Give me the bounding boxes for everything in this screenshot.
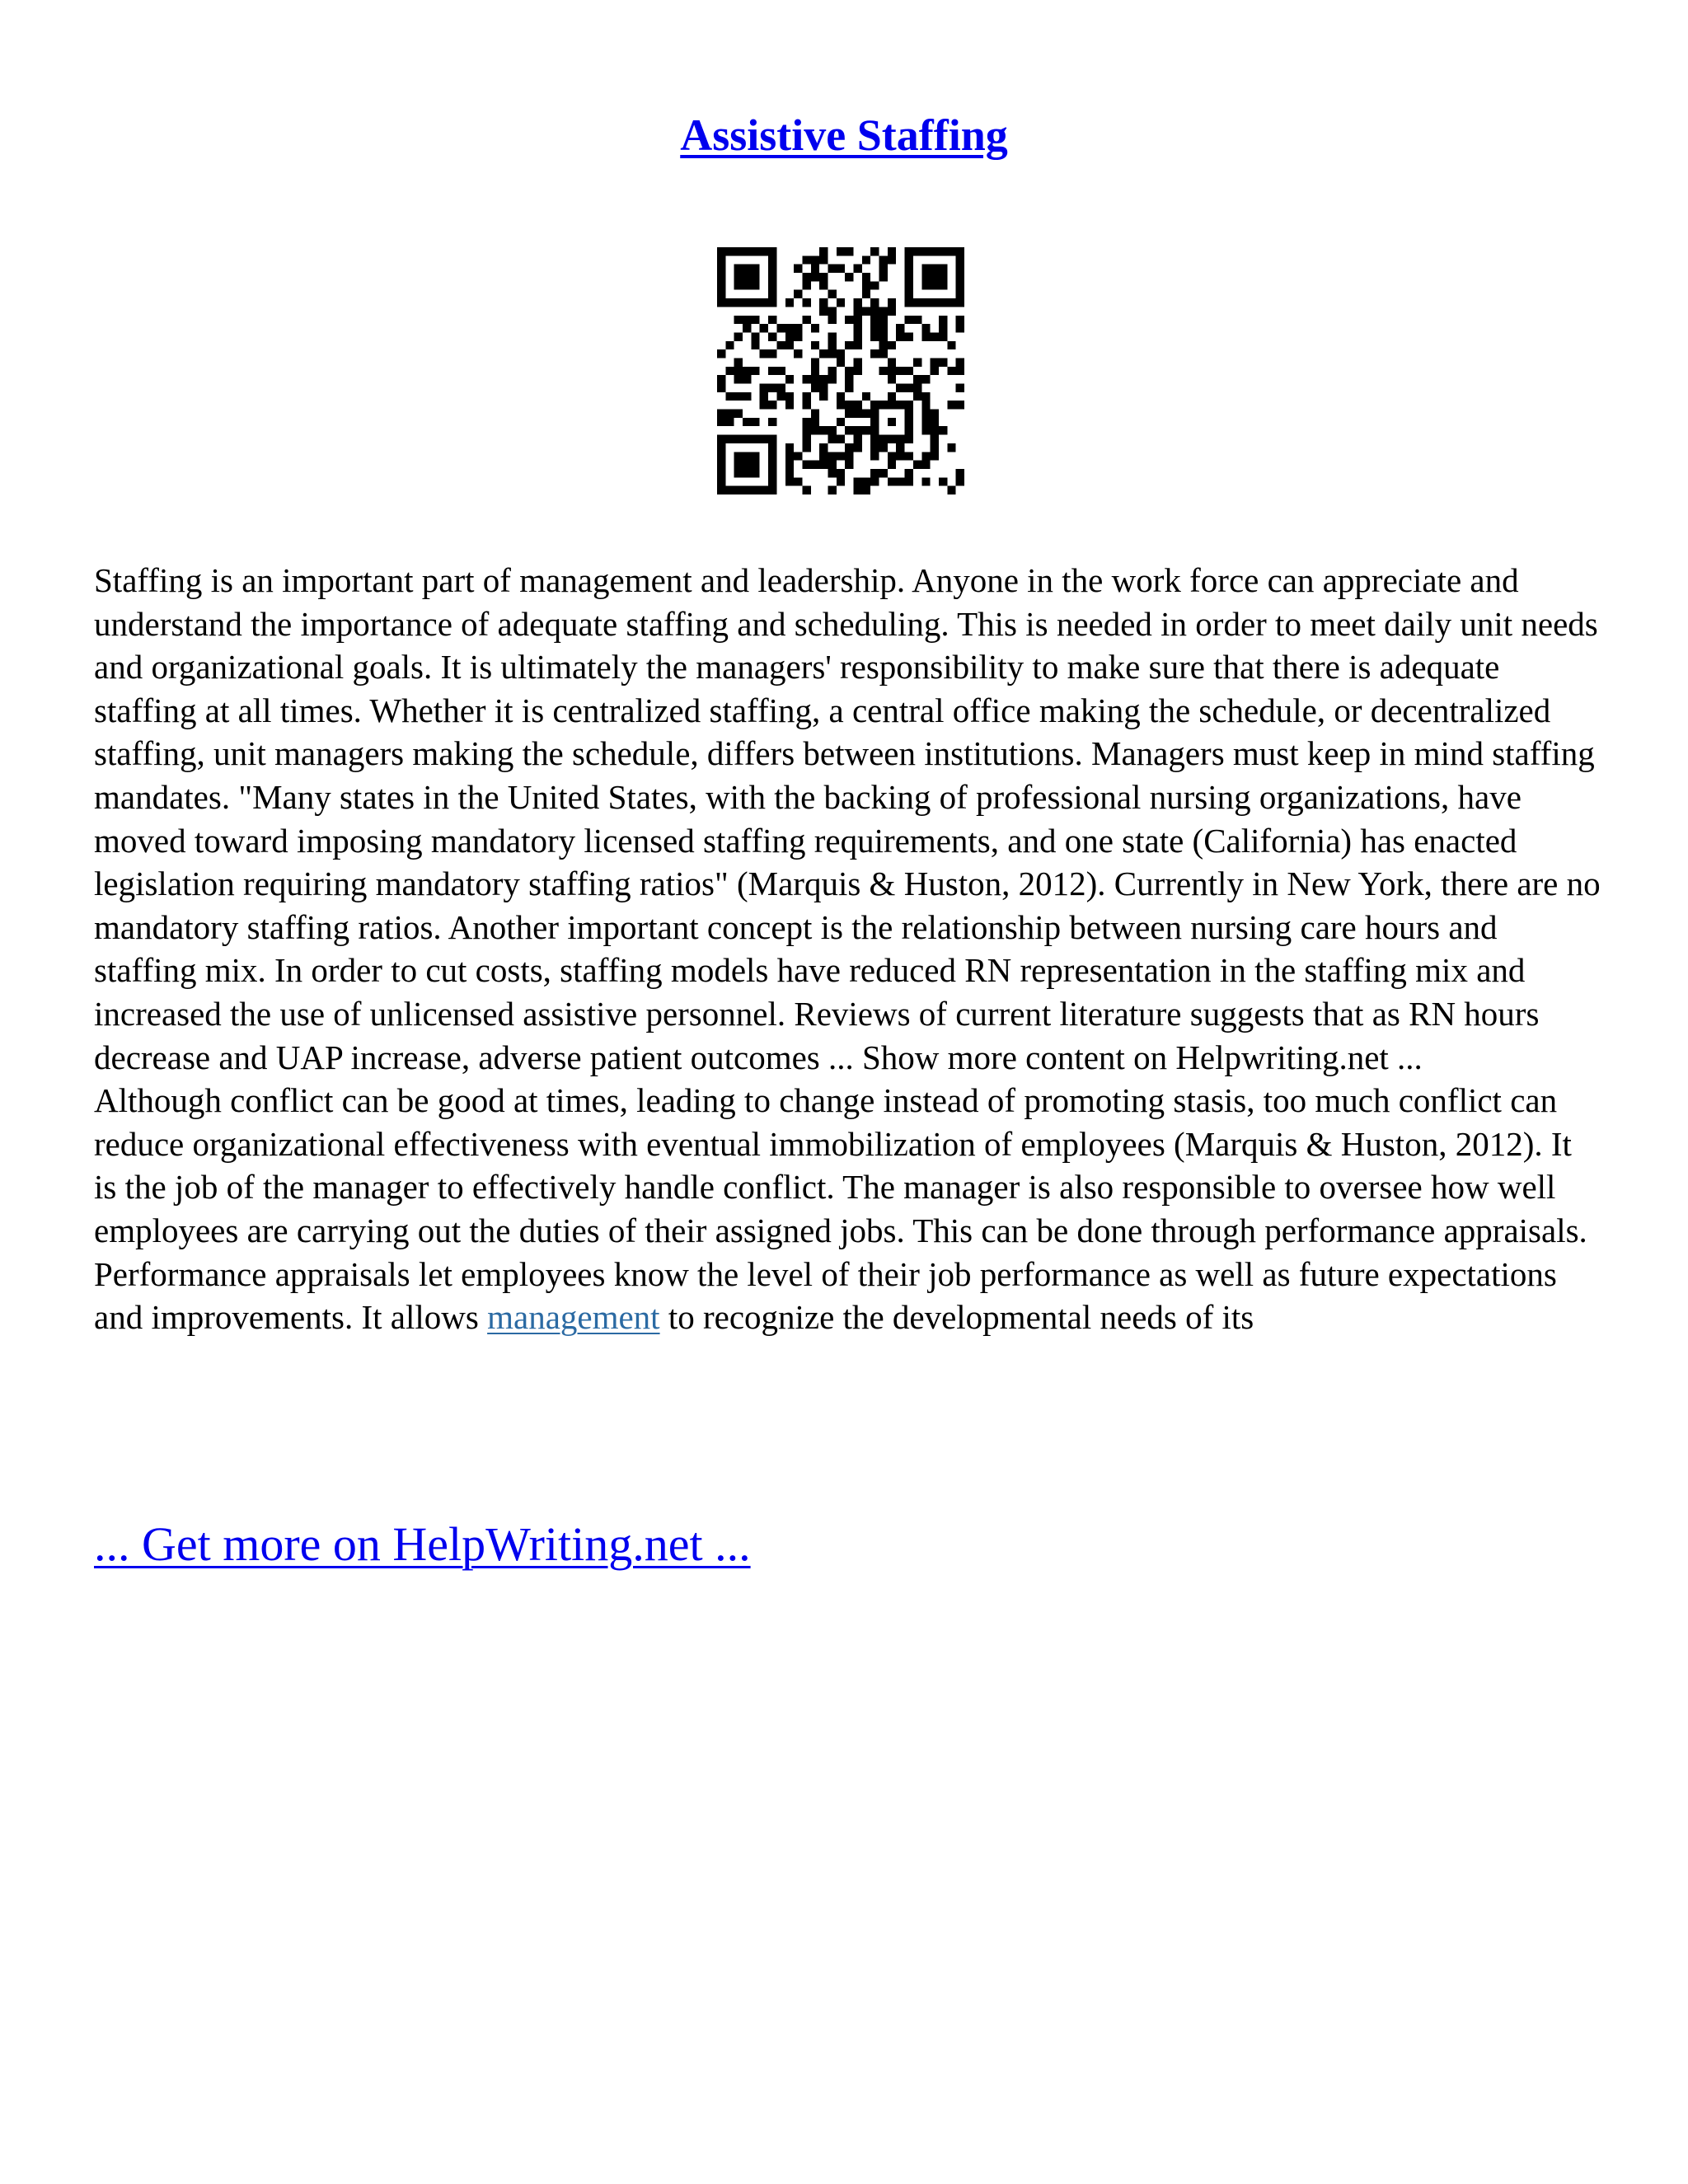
paragraph-conflict — [94, 1079, 1602, 1339]
page-title — [0, 109, 1688, 162]
paragraph-text-after-link: to recognize the developmental needs of its — [659, 1298, 1254, 1337]
paragraph-staffing: Staffing is an important part of management and leadership. Anyone in the work force can appreciate and understand the importance of adequate staffing and scheduling. This is needed in order to meet daily unit needs and organizational goals. It is ultimately the managers' responsibility to make sure that there is adequate staffing at all times. Whether it is centralized staffing, a central office making the schedule, or decentralized staffing, unit managers making the schedule, differs between institutions. Managers must keep in mind staffing mandates. "Many states in the United States, with the backing of professional nursing organizations, have moved toward imposing mandatory licensed staffing requirements, and one state (California) has enacted legislation requiring mandatory staffing ratios" (Marquis & Huston, 2012). Currently in New York, there are no mandatory staffing ratios. Another important concept is the relationship between nursing care hours and staffing mix. In order to cut costs, staffing models have reduced RN representation in the staffing mix and increased the use of unlicensed assistive personnel. Reviews of current literature suggests that as RN hours decrease and UAP increase, adverse patient outcomes ... Show more content on Helpwriting.net ... — [94, 561, 1601, 1076]
article-body — [94, 559, 1602, 1339]
paragraph-text-before-link: Although conflict can be good at times, leading to change instead of promoting stasis, too much conflict can reduce organizational effectiveness with eventual immobilization of employees (Marquis & Huston, 2012). It is the job of the manager to effectively handle conflict. The manager is also responsible to oversee how well employees are carrying out the duties of their assigned jobs. This can be done through performance appraisals. Performance appraisals let employees know the level of their job performance as well as future expectations and improvements. It allows — [94, 1081, 1587, 1337]
title-link[interactable]: Assistive Staffing — [680, 110, 1008, 160]
get-more-link[interactable]: ... Get more on HelpWriting.net ... — [94, 1517, 751, 1571]
management-link[interactable]: management — [487, 1298, 660, 1337]
qr-code-icon — [717, 247, 964, 494]
